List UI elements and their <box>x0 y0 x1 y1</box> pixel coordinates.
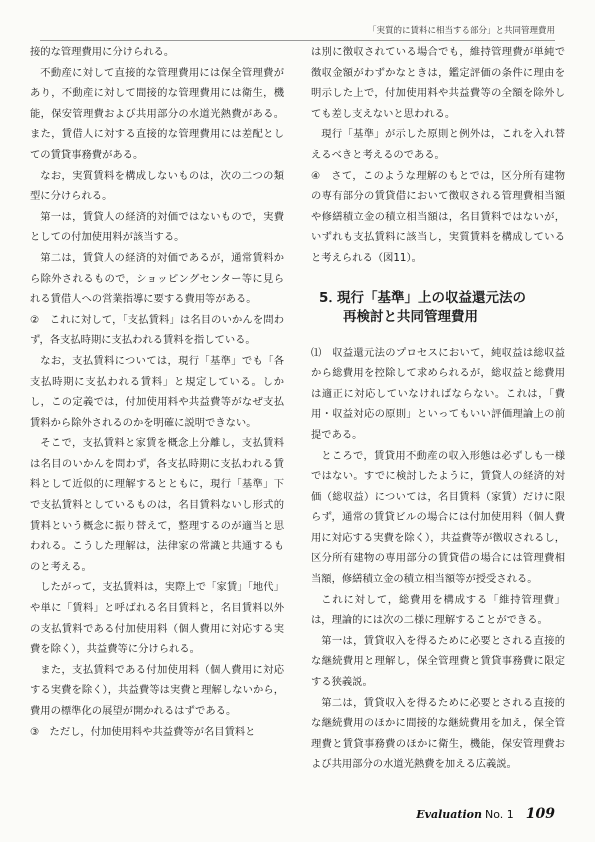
paragraph: そこで，支払賃料と家賃を概念上分離し，支払賃料は名目のいかんを問わず，各支払時期に支払われる賃料として近似的に理解するとともに，現行「基準」下で支払賃料としているものは，名目賃料ないし形式的賃料という概念に振り替えて，整理するのが適当と思われる。こうした理解は，法律家の常識と共通するものと考える。 <box>30 437 284 573</box>
running-head: 「実質的に賃料に相当する部分」と共同管理費用 <box>367 26 555 36</box>
page-number: 109 <box>525 806 555 822</box>
section-title-line2: 再検討と共同管理費用 <box>343 308 478 325</box>
paragraph: 不動産に対して直接的な管理費用には保全管理費があり，不動産に対して間接的な管理費用には衛生，機能，保安管理費および共用部分の水道光熱費がある。また，賃借人に対する直接的な管理費用には差配としての賃貸事務費がある。 <box>30 66 284 161</box>
paragraph: なお，実質賃料を構成しないものは，次の二つの類型に分けられる。 <box>30 169 284 203</box>
right-column <box>311 42 565 775</box>
issue-number: No. 1 <box>485 808 514 821</box>
paragraph: なお，支払賃料については，現行「基準」でも「各支払時期に支払われる賃料」と規定している。しかし，この定義では，付加使用料や共益費等がなぜ支払賃料から除外されるのかを明確に説明できない。 <box>30 354 284 429</box>
paragraph: 第一は，賃貸収入を得るために必要とされる直接的な継続費用と理解し，保全管理費と賃貸事務費に限定する狭義説。 <box>311 634 565 689</box>
paragraph: したがって，支払賃料は，実際上で「家賃」「地代」や単に「賃料」と呼ばれる名目賃料と，名目賃料以外の支払賃料である付加使用料（個人費用に対応する実費を除く），共益費等に分けられる。 <box>30 581 284 656</box>
paragraph: 現行「基準」が示した原則と例外は，これを入れ替えるべきと考えるのである。 <box>311 128 565 161</box>
section-heading <box>311 289 565 327</box>
section-number: 5． <box>319 289 342 306</box>
paragraph: 第一は，賃貸人の経済的対価ではないもので，実費としての付加使用料が該当する。 <box>30 210 284 244</box>
paragraph: これに対して，総費用を構成する「維持管理費」は，理論的には次の二様に理解することができる。 <box>311 593 565 627</box>
header-rule <box>40 40 555 41</box>
paragraph: は別に徴収されている場合でも，維持管理費が単純で徴収金額がわずかなときは，鑑定評価の条件に理由を明示した上で，付加使用料や共益費等の全額を除外しても差し支えないと思われる。 <box>311 46 565 120</box>
paragraph: 接的な管理費用に分けられる。 <box>30 46 175 58</box>
paragraph: ③ ただし，付加使用料や共益費等が名目賃料と <box>30 725 256 738</box>
magazine-name: Evaluation <box>416 808 482 821</box>
paragraph: 第二は，賃貸収入を得るために必要とされる直接的な継続費用のほかに間接的な継続費用を加え，保全管理費と賃貸事務費のほかに衛生，機能，保安管理費および共用部分の水道光熱費を加える広義説。 <box>311 696 565 771</box>
section-title-line1: 現行「基準」上の収益還元法の <box>337 289 526 306</box>
paragraph: ④ さて，このような理解のもとでは，区分所有建物の専有部分の賃貸借において徴収される管理費相当額や修繕積立金の積立相当額は，名目賃料ではないが，いずれも支払賃料に該当し，実質賃料を構成していると考えられる（図11）。 <box>311 169 565 264</box>
paragraph: ところで，賃貸用不動産の収入形態は必ずしも一様ではない。すでに検討したように，賃貸人の経済的対価（総収益）については，名目賃料（家賃）だけに限らず，通常の賃貸ビルの場合には付加使用料（個人費用に対応する実費を除く），共益費等が徴収されるし，区分所有建物の専用部分の賃貸借の場合には管理費相当額，修繕積立金の積立相当額等が授受される。 <box>311 449 565 586</box>
left-column <box>30 42 284 742</box>
paragraph: ⑴ 収益還元法のプロセスにおいて，純収益は総収益から総費用を控除して求められるが，総収益と総費用は適正に対応していなければならない。これは，「費用・収益対応の原則」といってもいい評価理論上の前提である。 <box>311 346 565 441</box>
paragraph: ② これに対して，「支払賃料」は名目のいかんを問わず，各支払時期に支払われる賃料を指している。 <box>30 313 284 347</box>
page-footer <box>416 806 555 822</box>
paragraph: また，支払賃料である付加使用料（個人費用に対応する実費を除く），共益費等は実費と理解しないから，費用の標準化の展望が開かれるはずである。 <box>30 663 284 717</box>
paragraph: 第二は，賃貸人の経済的対価であるが，通常賃料から除外されるもので，ショッピングセンター等に見られる賃借人への営業指導に要する費用等がある。 <box>30 251 284 306</box>
